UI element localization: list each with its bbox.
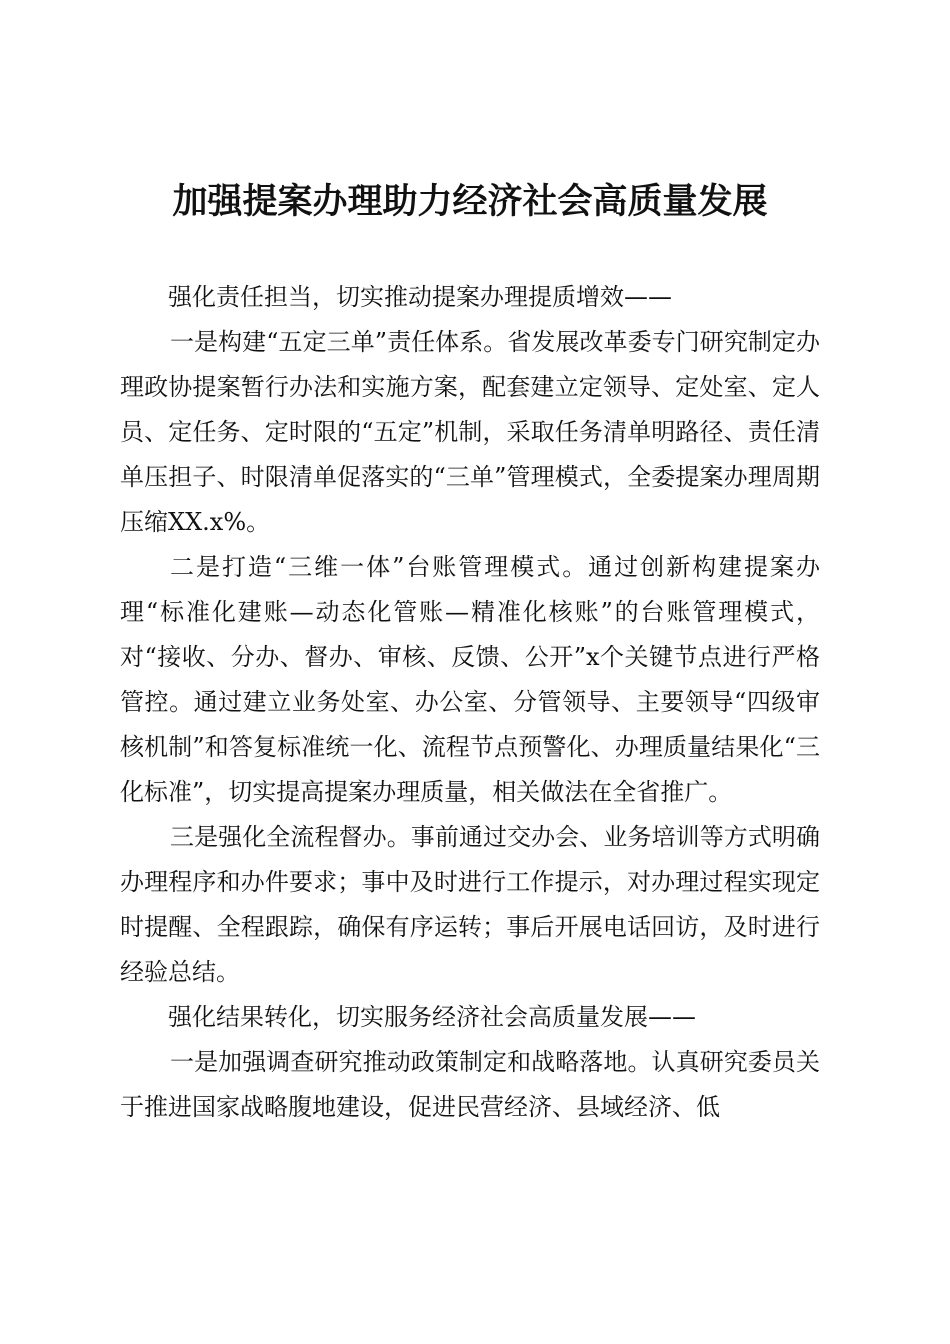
section-heading: 强化结果转化，切实服务经济社会高质量发展—— <box>168 1003 696 1031</box>
document-page <box>120 0 820 1344</box>
section-heading: 强化责任担当，切实推动提案办理提质增效—— <box>168 283 672 311</box>
body-paragraph: 一是加强调查研究推动政策制定和战略落地。认真研究委员关于推进国家战略腹地建设，促进民营经济、县域经济、低 <box>120 1048 820 1121</box>
body-paragraph: 一是构建“五定三单”责任体系。省发展改革委专门研究制定办理政协提案暂行办法和实施方案，配套建立定领导、定处室、定人员、定任务、定时限的“五定”机制，采取任务清单明路径、责任清单压担子、时限清单促落实的“三单”管理模式，全委提案办理周期压缩XX.x%。 <box>120 328 820 536</box>
document-body <box>120 275 820 1130</box>
body-paragraph: 二是打造“三维一体”台账管理模式。通过创新构建提案办理“标准化建账—动态化管账—精准化核账”的台账管理模式，对“接收、分办、督办、审核、反馈、公开”x个关键节点进行严格管控。通过建立业务处室、办公室、分管领导、主要领导“四级审核机制”和答复标准统一化、流程节点预警化、办理质量结果化“三化标准”，切实提高提案办理质量，相关做法在全省推广。 <box>120 553 820 806</box>
document-title: 加强提案办理助力经济社会高质量发展 <box>172 181 768 222</box>
body-paragraph: 三是强化全流程督办。事前通过交办会、业务培训等方式明确办理程序和办件要求；事中及时进行工作提示，对办理过程实现定时提醒、全程跟踪，确保有序运转；事后开展电话回访，及时进行经验总结。 <box>120 823 820 986</box>
